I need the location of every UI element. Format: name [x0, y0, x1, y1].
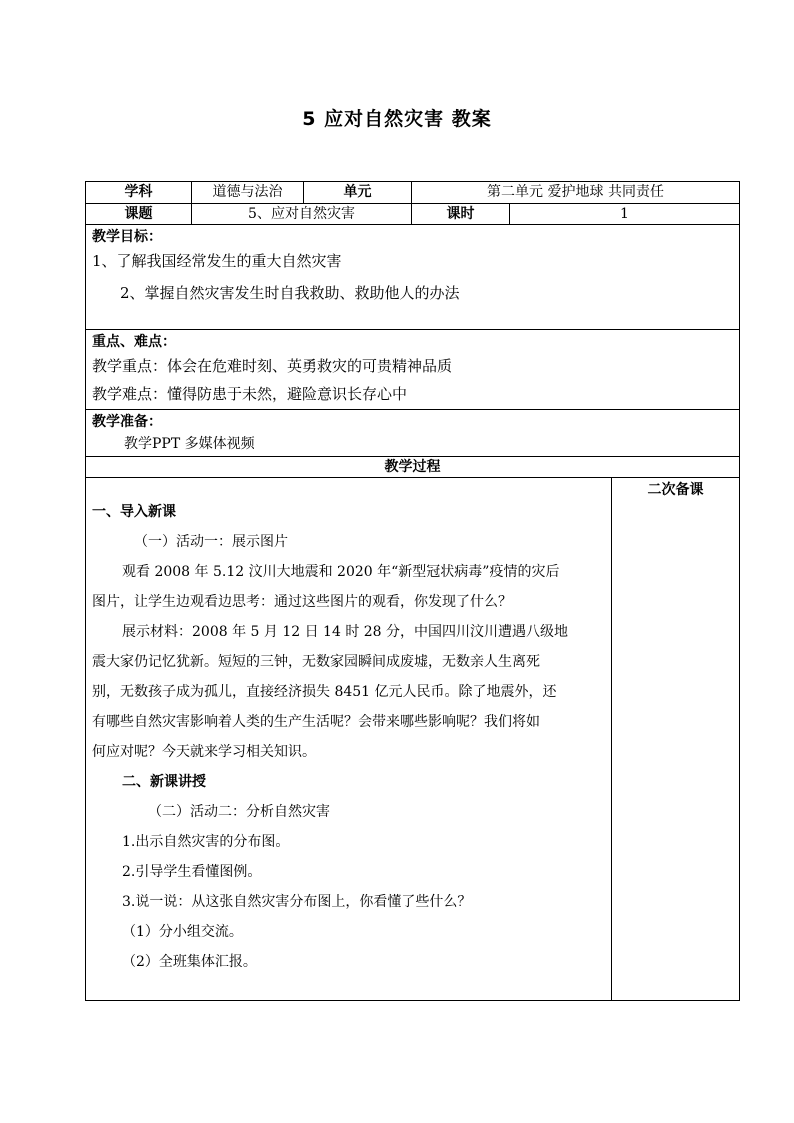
process-line-5: 展示材料：2008 年 5 月 12 日 14 时 28 分，中国四川汶川遭遇八级地: [122, 624, 569, 640]
process-line-4: 图片，让学生边观看边思考：通过这些图片的观看，你发现了什么？: [92, 594, 512, 610]
process-line-1: 一、导入新课: [92, 504, 176, 520]
subject-label: 学科: [86, 182, 192, 204]
preparation-content: 教学PPT 多媒体视频: [124, 436, 255, 452]
preparation-heading: 教学准备：: [92, 414, 162, 430]
process-line-11: （二）活动二：分析自然灾害: [148, 804, 330, 820]
hours-value: 1: [510, 204, 740, 225]
process-line-3: 观看 2008 年 5.12 汶川大地震和 2020 年“新型冠状病毒”疫情的灾后: [122, 564, 560, 580]
process-heading-row: [86, 457, 740, 478]
process-line-9: 何应对呢？今天就来学习相关知识。: [92, 744, 316, 760]
info-row-subject: [86, 182, 740, 204]
topic-label: 课题: [86, 204, 192, 225]
key-points-cell: [86, 330, 740, 410]
unit-value: 第二单元 爱护地球 共同责任: [412, 182, 740, 204]
objectives-heading: 教学目标：: [92, 229, 162, 245]
preparation-cell: [86, 410, 740, 457]
info-row-topic: [86, 204, 740, 225]
process-line-8: 有哪些自然灾害影响着人类的生产生活呢？会带来哪些影响呢？我们将如: [92, 714, 540, 730]
process-row: [86, 478, 740, 1001]
process-line-12: 1.出示自然灾害的分布图。: [122, 834, 290, 850]
process-line-2: （一）活动一：展示图片: [134, 534, 288, 550]
objectives-row: [86, 225, 740, 330]
key-points-row: [86, 330, 740, 410]
hours-label: 课时: [412, 204, 510, 225]
unit-label: 单元: [304, 182, 412, 204]
objectives-cell: [86, 225, 740, 330]
process-line-10: 二、新课讲授: [122, 774, 206, 790]
topic-value: 5、应对自然灾害: [192, 204, 412, 225]
process-line-15: （1）分小组交流。: [122, 924, 243, 940]
lesson-plan-table: [85, 181, 740, 1001]
process-line-6: 震大家仍记忆犹新。短短的三钟，无数家园瞬间成废墟，无数亲人生离死: [92, 654, 540, 670]
key-point-item-1: 教学重点：体会在危难时刻、英勇救灾的可贵精神品质: [92, 357, 453, 375]
document-title: 5 应对自然灾害 教案: [302, 108, 492, 130]
process-line-14: 3.说一说：从这张自然灾害分布图上，你看懂了些什么？: [122, 894, 472, 910]
preparation-row: [86, 410, 740, 457]
secondary-prep-heading: 二次备课: [612, 478, 740, 1001]
objective-item-1: 1、了解我国经常发生的重大自然灾害: [92, 252, 342, 270]
process-body: [86, 478, 612, 1001]
subject-value: 道德与法治: [192, 182, 304, 204]
process-heading: 教学过程: [86, 457, 740, 478]
key-point-item-2: 教学难点：懂得防患于未然，避险意识长存心中: [92, 385, 408, 403]
process-line-7: 别，无数孩子成为孤儿，直接经济损失 8451 亿元人民币。除了地震外，还: [92, 684, 557, 700]
objective-item-2: 2、掌握自然灾害发生时自我救助、救助他人的办法: [120, 284, 460, 302]
process-line-13: 2.引导学生看懂图例。: [122, 864, 262, 880]
key-points-heading: 重点、难点：: [92, 334, 176, 350]
process-line-16: （2）全班集体汇报。: [122, 954, 257, 970]
